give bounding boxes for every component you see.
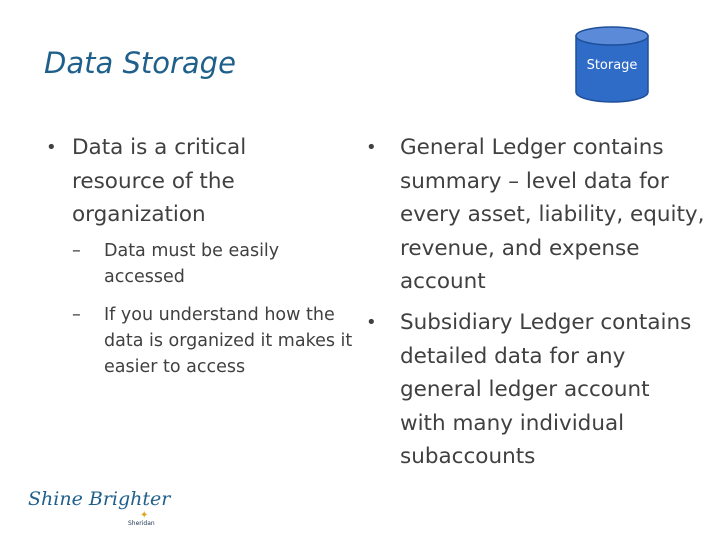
dash-icon: –	[72, 241, 81, 261]
right-bullet-text: General Ledger contains summary – level data for every asset, liability, equity, revenue, and expense account	[400, 135, 705, 294]
right-bullet-text: Subsidiary Ledger contains detailed data for any general ledger account with many individual subaccounts	[400, 310, 692, 469]
right-bullet	[366, 131, 710, 299]
logo-main-text: Shine Brighter	[28, 488, 171, 510]
right-bullet	[366, 306, 700, 474]
slide-title: Data Storage	[44, 46, 236, 80]
left-sub-bullet	[72, 302, 354, 380]
bullet-dot-icon: •	[366, 137, 377, 158]
bullet-dot-icon: •	[366, 312, 377, 333]
left-bullet-text: Data is a critical resource of the organization	[72, 135, 247, 227]
dash-icon: –	[72, 305, 81, 325]
logo	[28, 488, 178, 534]
left-sub-bullet-text: Data must be easily accessed	[104, 241, 280, 287]
logo-sub-text: Sheridan	[128, 520, 155, 527]
star-icon: ✦	[140, 510, 149, 521]
left-bullet	[46, 131, 312, 232]
left-sub-bullet-text: If you understand how the data is organized it makes it easier to access	[104, 305, 353, 377]
left-sub-bullet	[72, 238, 334, 290]
storage-cylinder	[574, 26, 650, 104]
bullet-dot-icon: •	[46, 137, 57, 158]
storage-label: Storage	[586, 58, 638, 73]
